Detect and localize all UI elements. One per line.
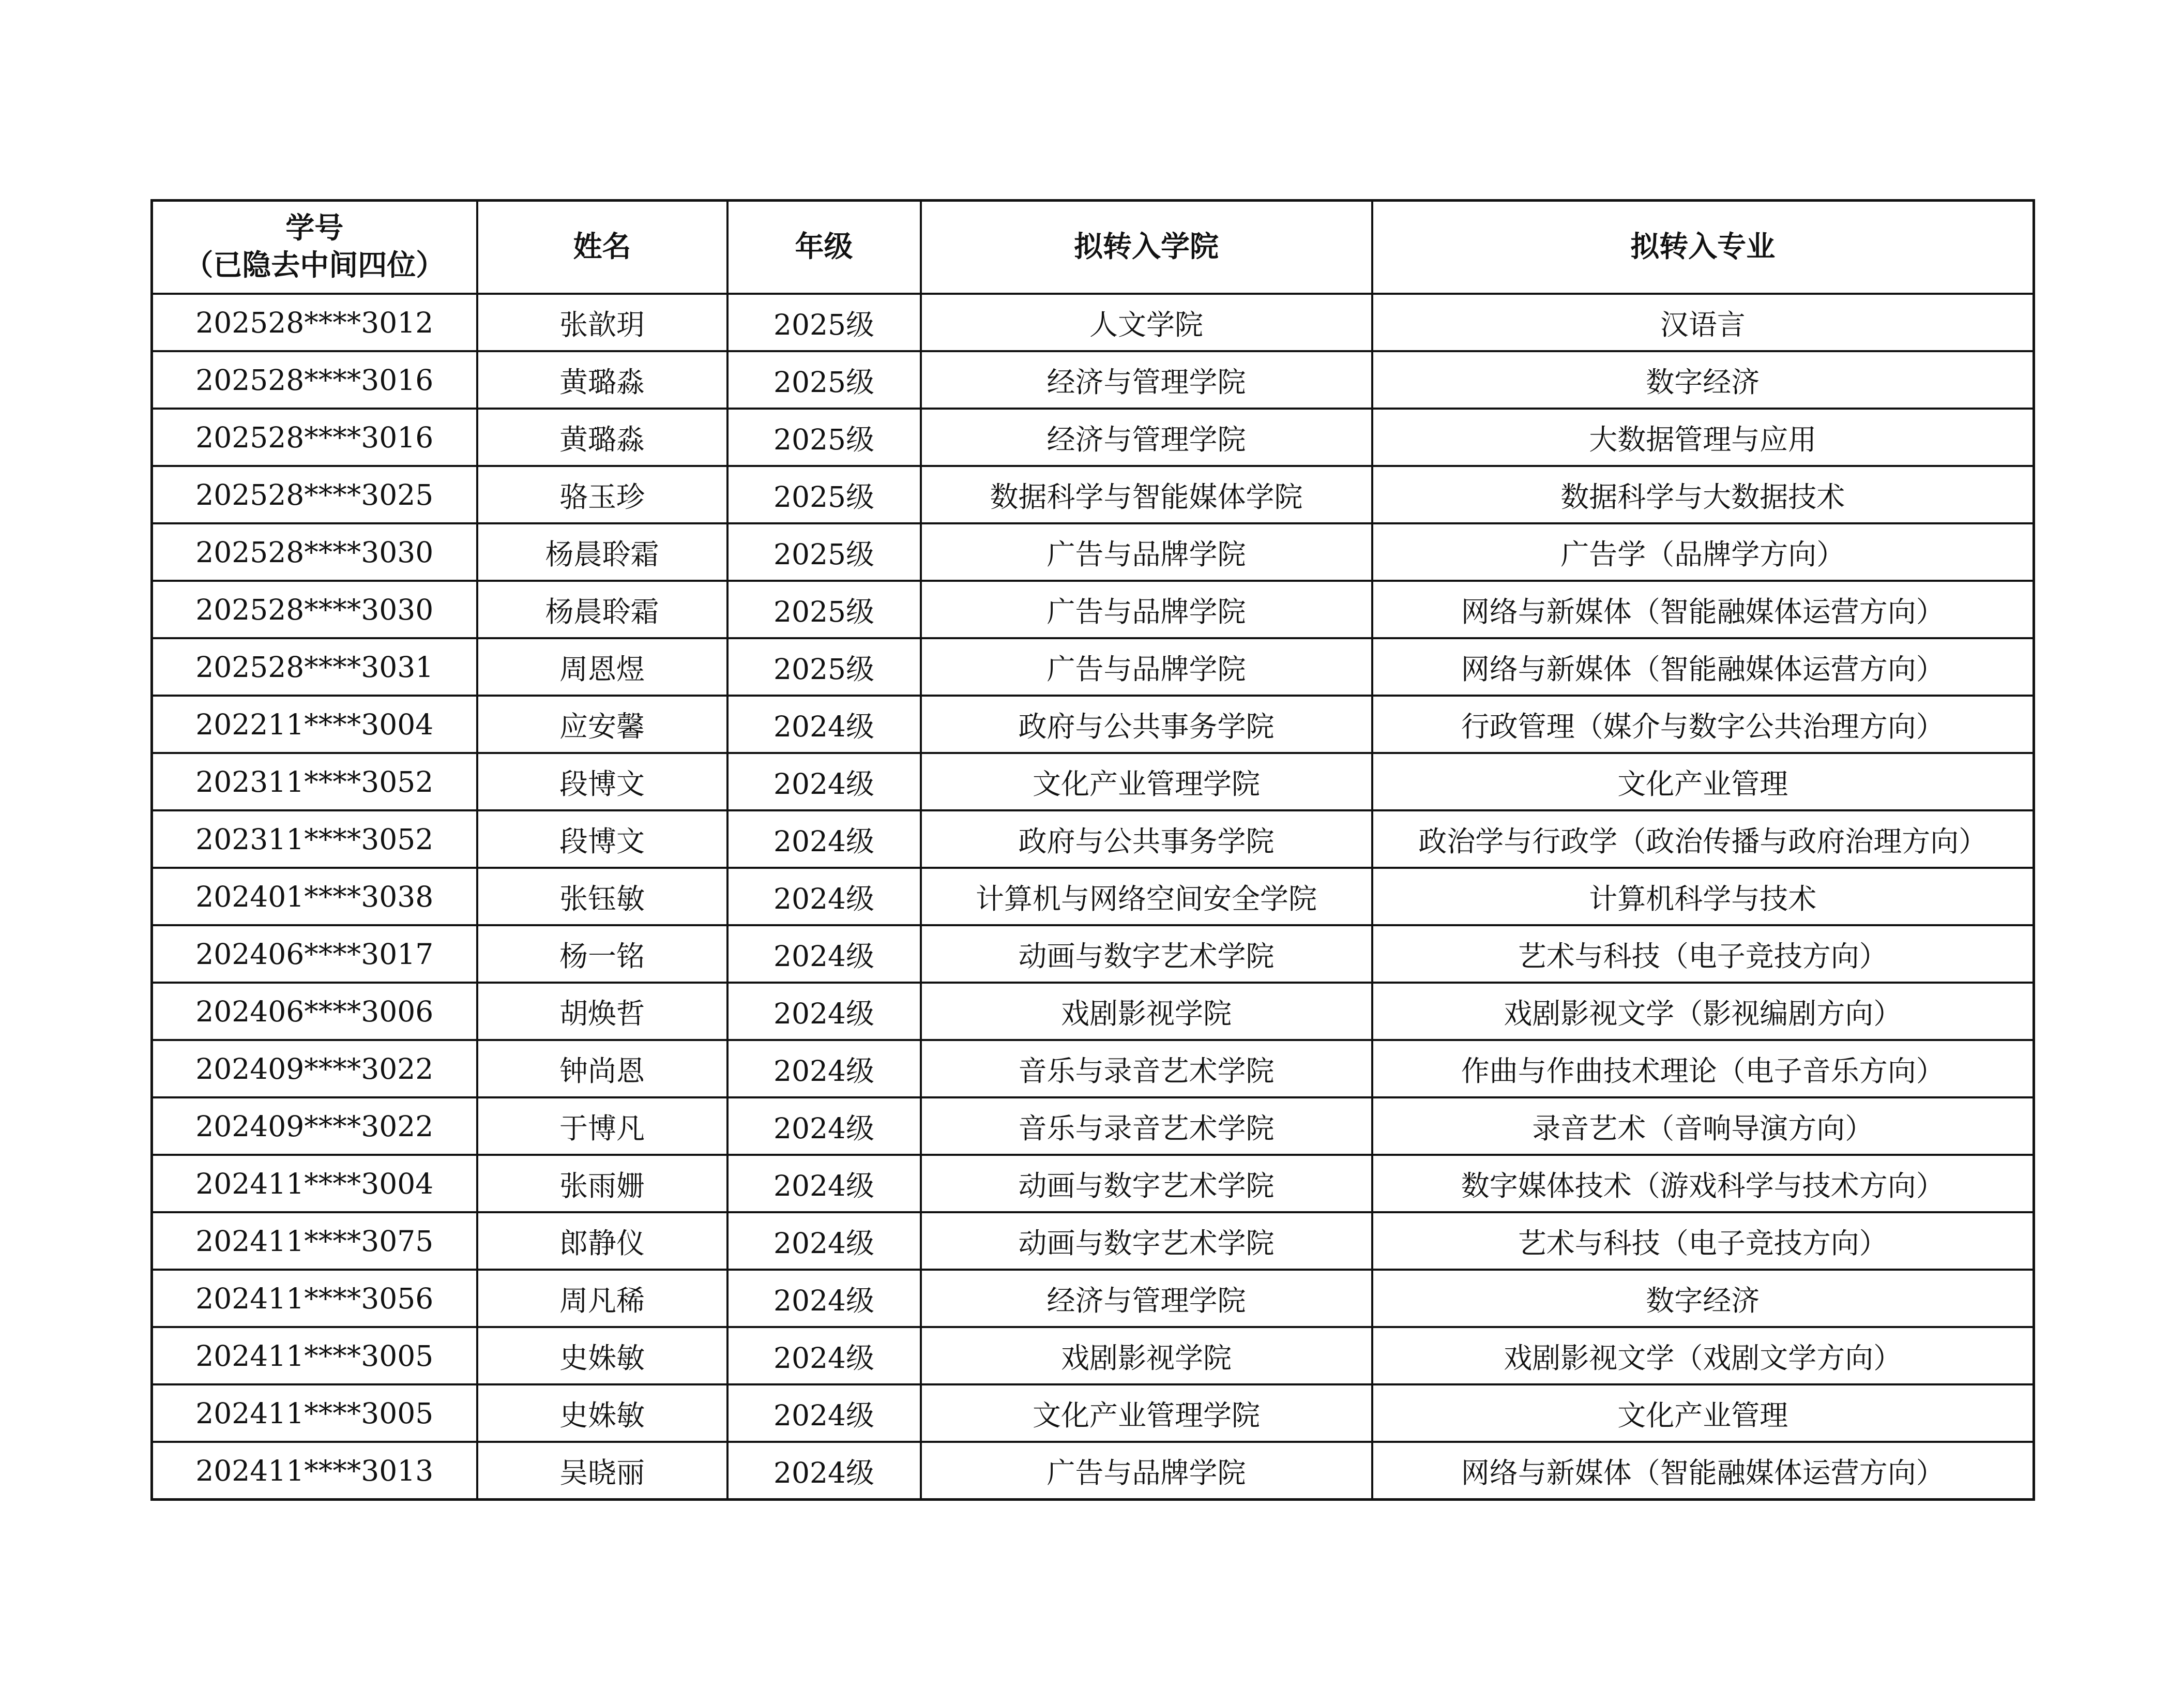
header-name: 姓名: [477, 201, 727, 294]
table-row: [152, 523, 2034, 581]
cell-grade: 2024级: [727, 868, 921, 925]
table-row: [152, 1442, 2034, 1500]
cell-target-major: 网络与新媒体（智能融媒体运营方向）: [1372, 581, 2034, 638]
cell-student-id: 202528****3030: [152, 581, 477, 638]
cell-name: 胡焕哲: [477, 983, 727, 1040]
cell-target-college: 经济与管理学院: [921, 1270, 1372, 1327]
cell-student-id: 202411****3004: [152, 1155, 477, 1212]
cell-target-major: 数字经济: [1372, 1270, 2034, 1327]
cell-grade: 2024级: [727, 1442, 921, 1500]
header-student-id-line2: （已隐去中间四位）: [184, 249, 445, 282]
cell-name: 于博凡: [477, 1097, 727, 1155]
cell-target-major: 数字经济: [1372, 351, 2034, 409]
cell-student-id: 202411****3013: [152, 1442, 477, 1500]
cell-name: 张钰敏: [477, 868, 727, 925]
cell-target-major: 大数据管理与应用: [1372, 409, 2034, 466]
table-row: [152, 409, 2034, 466]
cell-target-major: 艺术与科技（电子竞技方向）: [1372, 1212, 2034, 1270]
cell-name: 郎静仪: [477, 1212, 727, 1270]
header-student-id: [152, 201, 477, 294]
cell-student-id: 202528****3016: [152, 409, 477, 466]
table-row: [152, 810, 2034, 868]
cell-student-id: 202409****3022: [152, 1040, 477, 1097]
table-row: [152, 294, 2034, 351]
cell-target-college: 动画与数字艺术学院: [921, 925, 1372, 983]
cell-student-id: 202409****3022: [152, 1097, 477, 1155]
cell-name: 周恩煜: [477, 638, 727, 696]
cell-name: 段博文: [477, 753, 727, 810]
cell-student-id: 202411****3005: [152, 1384, 477, 1442]
cell-target-college: 音乐与录音艺术学院: [921, 1097, 1372, 1155]
table-row: [152, 925, 2034, 983]
cell-student-id: 202528****3030: [152, 523, 477, 581]
cell-target-major: 网络与新媒体（智能融媒体运营方向）: [1372, 638, 2034, 696]
cell-name: 黄璐淼: [477, 409, 727, 466]
transfer-list-table: [150, 199, 2035, 1501]
cell-name: 段博文: [477, 810, 727, 868]
table-row: [152, 1040, 2034, 1097]
cell-target-major: 作曲与作曲技术理论（电子音乐方向）: [1372, 1040, 2034, 1097]
header-target-major: 拟转入专业: [1372, 201, 2034, 294]
cell-target-major: 网络与新媒体（智能融媒体运营方向）: [1372, 1442, 2034, 1500]
cell-target-college: 政府与公共事务学院: [921, 696, 1372, 753]
table-row: [152, 1384, 2034, 1442]
cell-grade: 2024级: [727, 1155, 921, 1212]
cell-name: 杨一铭: [477, 925, 727, 983]
cell-student-id: 202211****3004: [152, 696, 477, 753]
cell-student-id: 202528****3025: [152, 466, 477, 523]
cell-grade: 2024级: [727, 1097, 921, 1155]
cell-target-major: 广告学（品牌学方向）: [1372, 523, 2034, 581]
cell-target-college: 文化产业管理学院: [921, 753, 1372, 810]
cell-student-id: 202406****3017: [152, 925, 477, 983]
cell-target-college: 广告与品牌学院: [921, 523, 1372, 581]
cell-target-college: 音乐与录音艺术学院: [921, 1040, 1372, 1097]
cell-target-college: 经济与管理学院: [921, 351, 1372, 409]
cell-grade: 2025级: [727, 294, 921, 351]
table-row: [152, 466, 2034, 523]
cell-grade: 2025级: [727, 409, 921, 466]
cell-grade: 2024级: [727, 1384, 921, 1442]
table-row: [152, 351, 2034, 409]
cell-grade: 2024级: [727, 696, 921, 753]
cell-target-college: 戏剧影视学院: [921, 1327, 1372, 1384]
cell-target-college: 动画与数字艺术学院: [921, 1212, 1372, 1270]
cell-target-college: 文化产业管理学院: [921, 1384, 1372, 1442]
cell-grade: 2024级: [727, 1040, 921, 1097]
table-row: [152, 1155, 2034, 1212]
table-body: [152, 294, 2034, 1500]
cell-name: 应安馨: [477, 696, 727, 753]
cell-target-major: 数字媒体技术（游戏科学与技术方向）: [1372, 1155, 2034, 1212]
cell-grade: 2025级: [727, 351, 921, 409]
cell-name: 张雨姗: [477, 1155, 727, 1212]
cell-name: 黄璐淼: [477, 351, 727, 409]
cell-target-major: 计算机科学与技术: [1372, 868, 2034, 925]
cell-name: 杨晨聆霜: [477, 523, 727, 581]
table-row: [152, 581, 2034, 638]
cell-name: 史姝敏: [477, 1384, 727, 1442]
cell-target-college: 戏剧影视学院: [921, 983, 1372, 1040]
cell-student-id: 202411****3075: [152, 1212, 477, 1270]
table-header: [152, 201, 2034, 294]
cell-grade: 2024级: [727, 810, 921, 868]
table-row: [152, 1327, 2034, 1384]
cell-target-major: 汉语言: [1372, 294, 2034, 351]
cell-student-id: 202528****3016: [152, 351, 477, 409]
header-row: [152, 201, 2034, 294]
cell-grade: 2024级: [727, 753, 921, 810]
table-row: [152, 868, 2034, 925]
cell-student-id: 202528****3031: [152, 638, 477, 696]
table-row: [152, 753, 2034, 810]
header-grade: 年级: [727, 201, 921, 294]
cell-target-college: 广告与品牌学院: [921, 581, 1372, 638]
cell-student-id: 202411****3005: [152, 1327, 477, 1384]
cell-name: 骆玉珍: [477, 466, 727, 523]
cell-target-college: 计算机与网络空间安全学院: [921, 868, 1372, 925]
table-row: [152, 983, 2034, 1040]
cell-target-college: 人文学院: [921, 294, 1372, 351]
cell-student-id: 202406****3006: [152, 983, 477, 1040]
cell-target-college: 广告与品牌学院: [921, 638, 1372, 696]
header-target-college: 拟转入学院: [921, 201, 1372, 294]
cell-student-id: 202311****3052: [152, 810, 477, 868]
cell-grade: 2024级: [727, 1270, 921, 1327]
cell-name: 周凡稀: [477, 1270, 727, 1327]
cell-target-college: 经济与管理学院: [921, 409, 1372, 466]
table-row: [152, 1270, 2034, 1327]
cell-name: 史姝敏: [477, 1327, 727, 1384]
cell-grade: 2025级: [727, 466, 921, 523]
cell-grade: 2025级: [727, 638, 921, 696]
cell-grade: 2025级: [727, 523, 921, 581]
table-row: [152, 1212, 2034, 1270]
header-student-id-line1: 学号: [285, 212, 344, 245]
cell-target-college: 数据科学与智能媒体学院: [921, 466, 1372, 523]
cell-target-major: 文化产业管理: [1372, 1384, 2034, 1442]
cell-target-major: 行政管理（媒介与数字公共治理方向）: [1372, 696, 2034, 753]
cell-name: 吴晓丽: [477, 1442, 727, 1500]
table-row: [152, 638, 2034, 696]
cell-grade: 2024级: [727, 1212, 921, 1270]
table-row: [152, 696, 2034, 753]
cell-name: 钟尚恩: [477, 1040, 727, 1097]
cell-target-major: 艺术与科技（电子竞技方向）: [1372, 925, 2034, 983]
cell-student-id: 202411****3056: [152, 1270, 477, 1327]
cell-name: 杨晨聆霜: [477, 581, 727, 638]
cell-target-major: 政治学与行政学（政治传播与政府治理方向）: [1372, 810, 2034, 868]
cell-target-college: 广告与品牌学院: [921, 1442, 1372, 1500]
cell-grade: 2024级: [727, 983, 921, 1040]
cell-target-college: 动画与数字艺术学院: [921, 1155, 1372, 1212]
cell-student-id: 202311****3052: [152, 753, 477, 810]
cell-name: 张歆玥: [477, 294, 727, 351]
cell-target-major: 戏剧影视文学（影视编剧方向）: [1372, 983, 2034, 1040]
cell-target-major: 数据科学与大数据技术: [1372, 466, 2034, 523]
cell-student-id: 202401****3038: [152, 868, 477, 925]
cell-student-id: 202528****3012: [152, 294, 477, 351]
cell-grade: 2024级: [727, 1327, 921, 1384]
cell-target-college: 政府与公共事务学院: [921, 810, 1372, 868]
cell-grade: 2025级: [727, 581, 921, 638]
cell-target-major: 戏剧影视文学（戏剧文学方向）: [1372, 1327, 2034, 1384]
cell-target-major: 文化产业管理: [1372, 753, 2034, 810]
cell-target-major: 录音艺术（音响导演方向）: [1372, 1097, 2034, 1155]
table-row: [152, 1097, 2034, 1155]
cell-grade: 2024级: [727, 925, 921, 983]
